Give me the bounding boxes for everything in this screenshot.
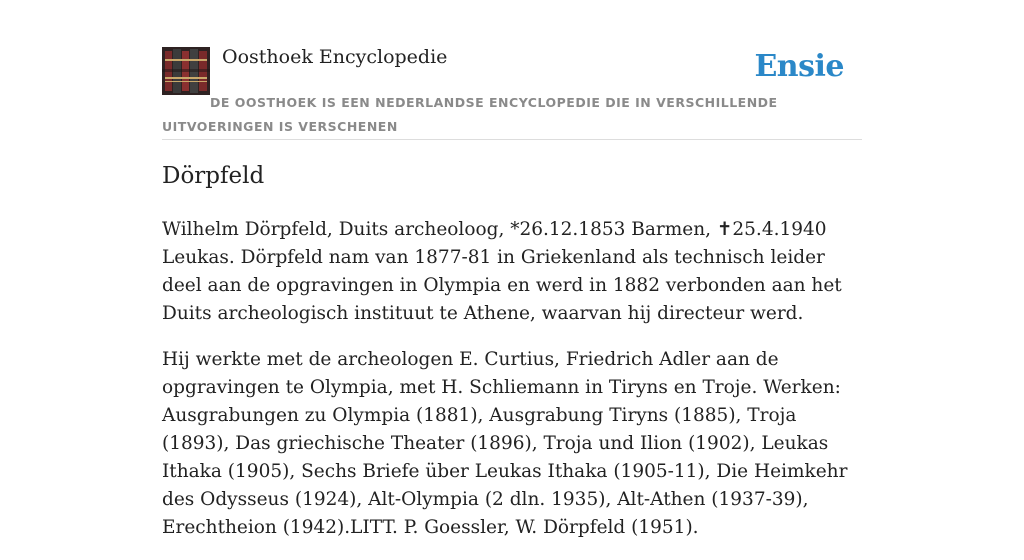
ensie-logo-link[interactable]: Ensie	[754, 49, 844, 84]
article-paragraph: Wilhelm Dörpfeld, Duits archeoloog, *26.12.1853 Barmen, ✝25.4.1940 Leukas. Dörpfeld nam van 1877-81 in Griekenland als technisch leider deel aan de opgravingen in Olympia en werd in 1882 verbonden aan het Duits archeologisch instituut te Athene, waarvan hij directeur werd.	[162, 219, 842, 324]
source-name[interactable]: Oosthoek Encyclopedie	[222, 46, 448, 68]
source-description: DE OOSTHOEK IS EEN NEDERLANDSE ENCYCLOPEDIE DIE IN VERSCHILLENDE UITVOERINGEN IS VERSCHENEN	[162, 95, 778, 134]
article-paragraph: Hij werkte met de archeologen E. Curtius, Friedrich Adler aan de opgravingen te Olympia, met H. Schliemann in Tiryns en Troje. Werken: Ausgrabungen zu Olympia (1881), Ausgrabung Tiryns (1885), Troja (1893), Das griechische Theater (1896), Troja und Ilion (1902), Leukas Ithaka (1905), Sechs Briefe über Leukas Ithaka (1905-11), Die Heimkehr des Odysseus (1924), Alt-Olympia (2 dln. 1935), Alt-Athen (1937-39), Erechtheion (1942).LITT. P. Goessler, W. Dörpfeld (1951).	[162, 349, 848, 538]
article-title: Dörpfeld	[162, 163, 265, 189]
article-body	[162, 216, 862, 560]
encyclopedia-books-icon[interactable]	[162, 47, 210, 95]
source-header	[162, 44, 862, 140]
